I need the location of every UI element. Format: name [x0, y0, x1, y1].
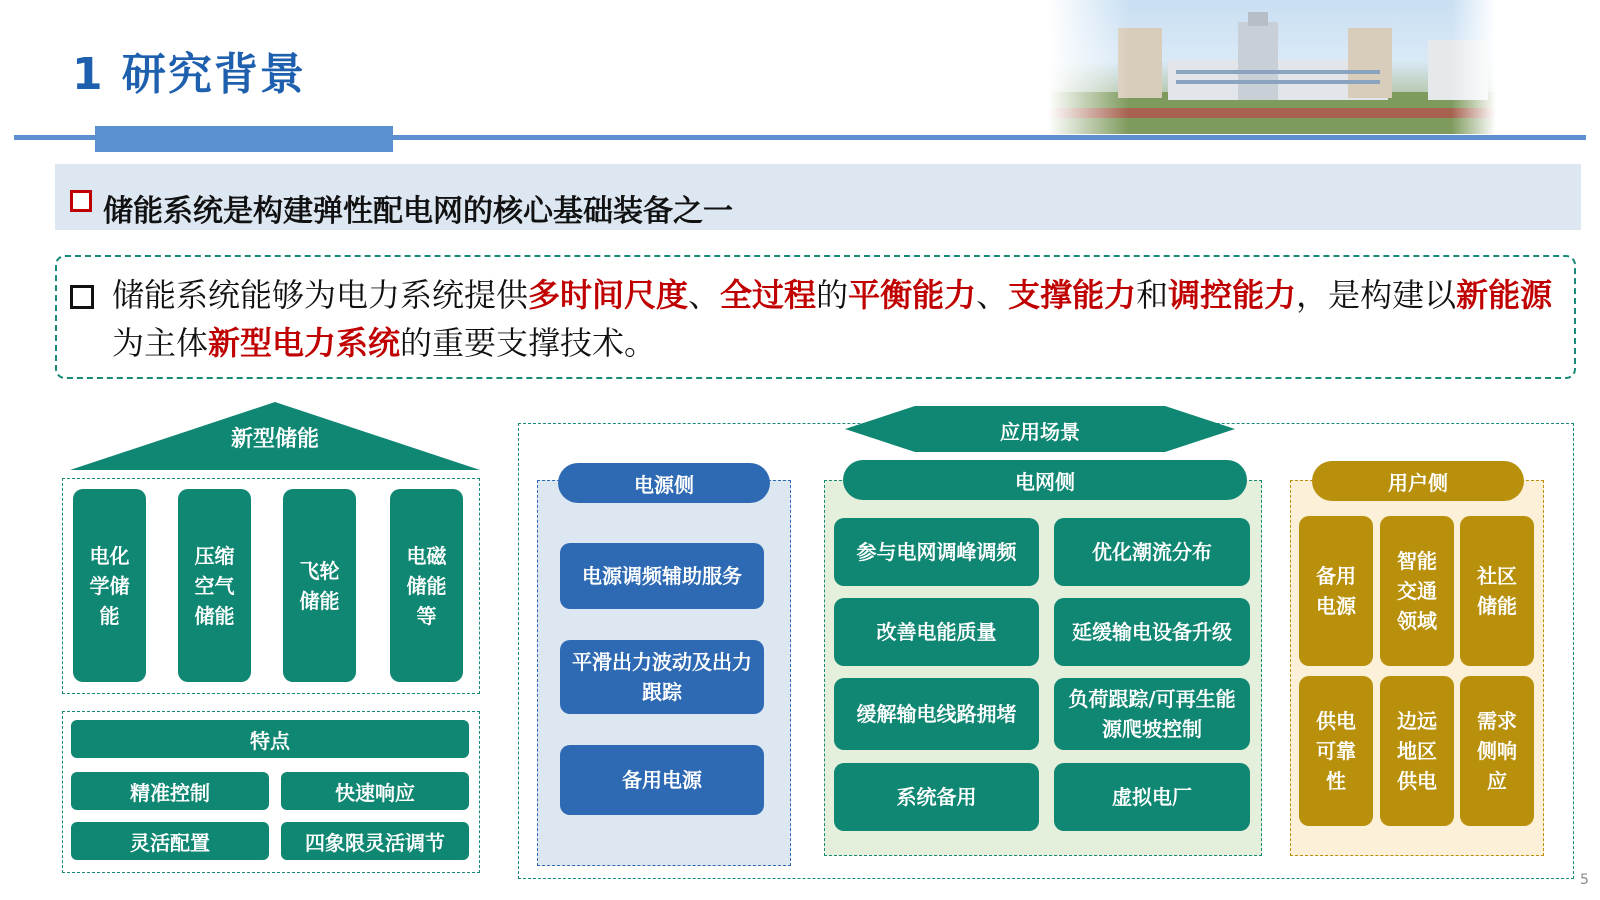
statement-highlight: 平衡能力: [848, 276, 977, 314]
source-side-label: 电源侧: [558, 463, 770, 503]
scenarios-title: 应用场景: [1000, 420, 1080, 444]
storage-type-compressed-air: 压缩空气储能: [178, 489, 251, 682]
statement-highlight: 调控能力: [1168, 276, 1297, 314]
features-frame: [62, 711, 480, 873]
storage-type-flywheel: 飞轮储能: [283, 489, 356, 682]
statement-part: 储能系统能够为电力系统提供: [112, 276, 529, 314]
feature-item: 精准控制: [71, 772, 269, 810]
user-item: 需求侧响应: [1460, 676, 1534, 826]
statement-part: 和: [1136, 276, 1169, 314]
campus-image: [1048, 0, 1496, 134]
user-item: 供电可靠性: [1299, 676, 1373, 826]
user-side-label: 用户侧: [1312, 461, 1524, 501]
grid-item: 负荷跟踪/可再生能源爬坡控制: [1054, 678, 1250, 750]
grid-item: 系统备用: [834, 763, 1039, 831]
checkbox-bullet-icon: [70, 190, 92, 212]
grid-side-label: 电网侧: [843, 460, 1247, 500]
header-rule-accent: [95, 126, 393, 152]
statement-text: [112, 271, 1574, 367]
grid-item: 缓解输电线路拥堵: [834, 678, 1039, 750]
page-title: 1 研究背景: [72, 49, 306, 100]
user-item: 智能交通领域: [1380, 516, 1454, 666]
statement-highlight: 支撑能力: [1008, 276, 1137, 314]
statement-part: 的重要支撑技术。: [400, 324, 657, 362]
square-bullet-icon: [70, 285, 94, 309]
storage-types-frame: [62, 478, 480, 694]
user-item: 社区储能: [1460, 516, 1534, 666]
source-item: 电源调频辅助服务: [560, 543, 764, 609]
user-item: 备用电源: [1299, 516, 1373, 666]
feature-item: 四象限灵活调节: [281, 822, 469, 860]
storage-type-electrochemical: 电化学储能: [73, 489, 146, 682]
feature-item: 快速响应: [281, 772, 469, 810]
storage-type-electromagnetic: 电磁储能等: [390, 489, 463, 682]
grid-item: 延缓输电设备升级: [1054, 598, 1250, 666]
storage-title: 新型储能: [230, 427, 319, 452]
campus-illustration: [1048, 0, 1496, 134]
statement-part: 、: [688, 276, 721, 314]
feature-item: 灵活配置: [71, 822, 269, 860]
statement-highlight: 多时间尺度: [528, 276, 689, 314]
statement-highlight: 新型电力系统: [208, 324, 401, 362]
statement-highlight: 全过程: [720, 276, 817, 314]
features-title: 特点: [71, 720, 469, 758]
source-item: 平滑出力波动及出力跟踪: [560, 640, 764, 714]
statement-part: ，是构建以: [1296, 276, 1457, 314]
statement-part: 的: [816, 276, 849, 314]
grid-item: 改善电能质量: [834, 598, 1039, 666]
page-number: 5: [1580, 872, 1589, 888]
source-item: 备用电源: [560, 745, 764, 815]
statement-part: 为主体: [112, 324, 209, 362]
statement-highlight: 新能源: [1456, 276, 1553, 314]
grid-item: 优化潮流分布: [1054, 518, 1250, 586]
statement-part: 、: [976, 276, 1009, 314]
user-item: 边远地区供电: [1380, 676, 1454, 826]
grid-item: 参与电网调峰调频: [834, 518, 1039, 586]
grid-item: 虚拟电厂: [1054, 763, 1250, 831]
section-heading: 储能系统是构建弹性配电网的核心基础装备之一: [103, 194, 733, 229]
